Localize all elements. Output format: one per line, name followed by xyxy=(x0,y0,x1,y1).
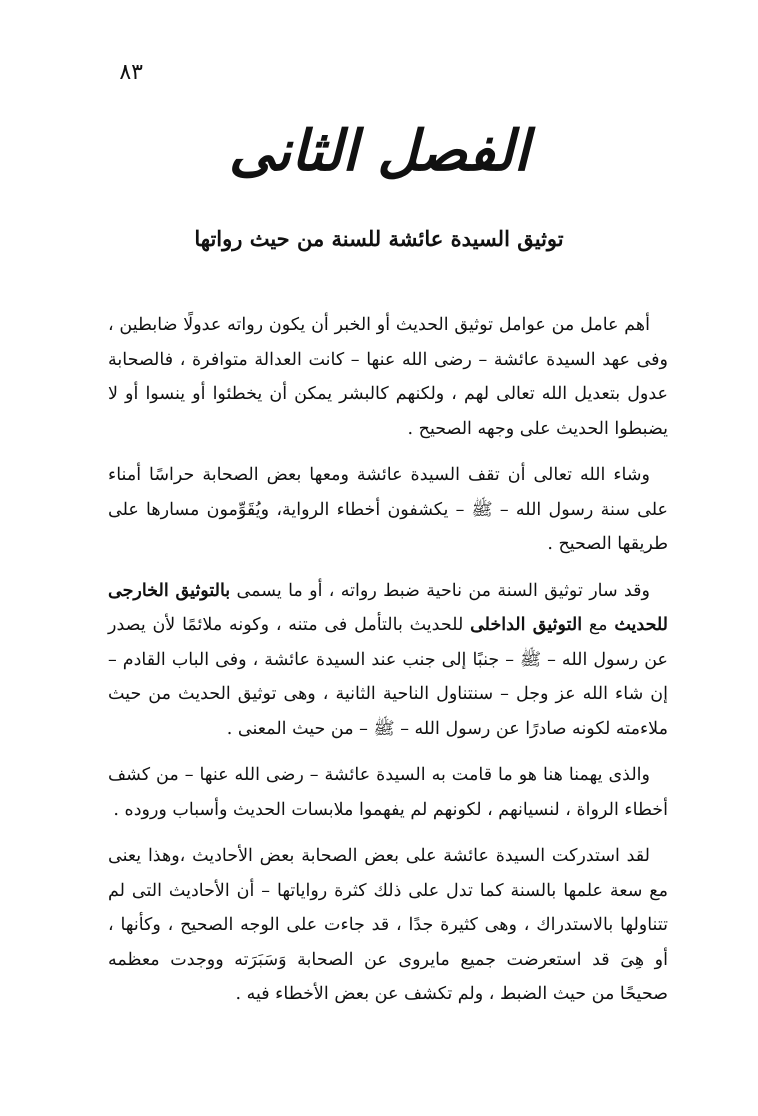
internal-authentication-term: التوثيق الداخلى xyxy=(470,615,583,635)
page-number: ٨٣ xyxy=(119,60,143,85)
paragraph-3-text-part-2: مع xyxy=(582,615,615,635)
paragraph-3-text-part-3: للحديث بالتأمل فى متنه ، وكونه ملائمًا لأن يصدر عن رسول الله – ﷺ – جنبًا إلى جنب عند السيدة عائشة ، وفى الباب القادم – إن شاء الله عز وجل – سنتناول الناحية الثانية ، وهى توثيق الحديث من حيث ملاءمته لكونه صادرًا عن رسول الله – ﷺ – من حيث المعنى . xyxy=(108,615,668,739)
paragraph-2: وشاء الله تعالى أن تقف السيدة عائشة ومعها بعض الصحابة حراسًا أمناء على سنة رسول الله – ﷺ – يكشفون أخطاء الرواية، ويُقَوِّمون مسارها على طريقها الصحيح . xyxy=(108,465,668,554)
section-heading: توثيق السيدة عائشة للسنة من حيث رواتها xyxy=(194,226,564,251)
body-text xyxy=(108,308,668,1012)
paragraph-3-text-part-1: وقد سار توثيق السنة من ناحية ضبط رواته ، أو ما يسمى xyxy=(230,580,651,601)
paragraph-5: لقد استدركت السيدة عائشة على بعض الصحابة بعض الأحاديث ،وهذا يعنى مع سعة علمها بالسنة كما تدل على ذلك كثرة رواياتها – أن الأحاديث التى لم تتناولها بالاستدراك ، وهى كثيرة جدًا ، قد جاءت على الوجه الصحيح ، وكأنها ، أو هِىَ قد استعرضت جميع مايروى عن الصحابة وَسَبَرَته ووجدت معظمه صحيحًا من حيث الضبط ، ولم تكشف عن بعض الأخطاء فيه . xyxy=(108,846,668,1004)
paragraph-1: أهم عامل من عوامل توثيق الحديث أو الخبر أن يكون رواته عدولًا ضابطين ، وفى عهد السيدة عائشة – رضى الله عنها – كانت العدالة متوافرة ، فالصحابة عدول بتعديل الله تعالى لهم ، ولكنهم كالبشر يمكن أن يخطئوا أو ينسوا أو لا يضبطوا الحديث على وجهه الصحيح . xyxy=(108,315,668,439)
external-authentication-term: بالتوثيق الخارجى للحديث xyxy=(108,580,668,635)
paragraph-4: والذى يهمنا هنا هو ما قامت به السيدة عائشة – رضى الله عنها – من كشف أخطاء الرواة ، لنسيانهم ، لكونهم لم يفهموا ملابسات الحديث وأسباب وروده . xyxy=(108,765,668,820)
chapter-title: الفصل الثانى xyxy=(228,118,530,184)
paragraph-3 xyxy=(108,574,668,747)
